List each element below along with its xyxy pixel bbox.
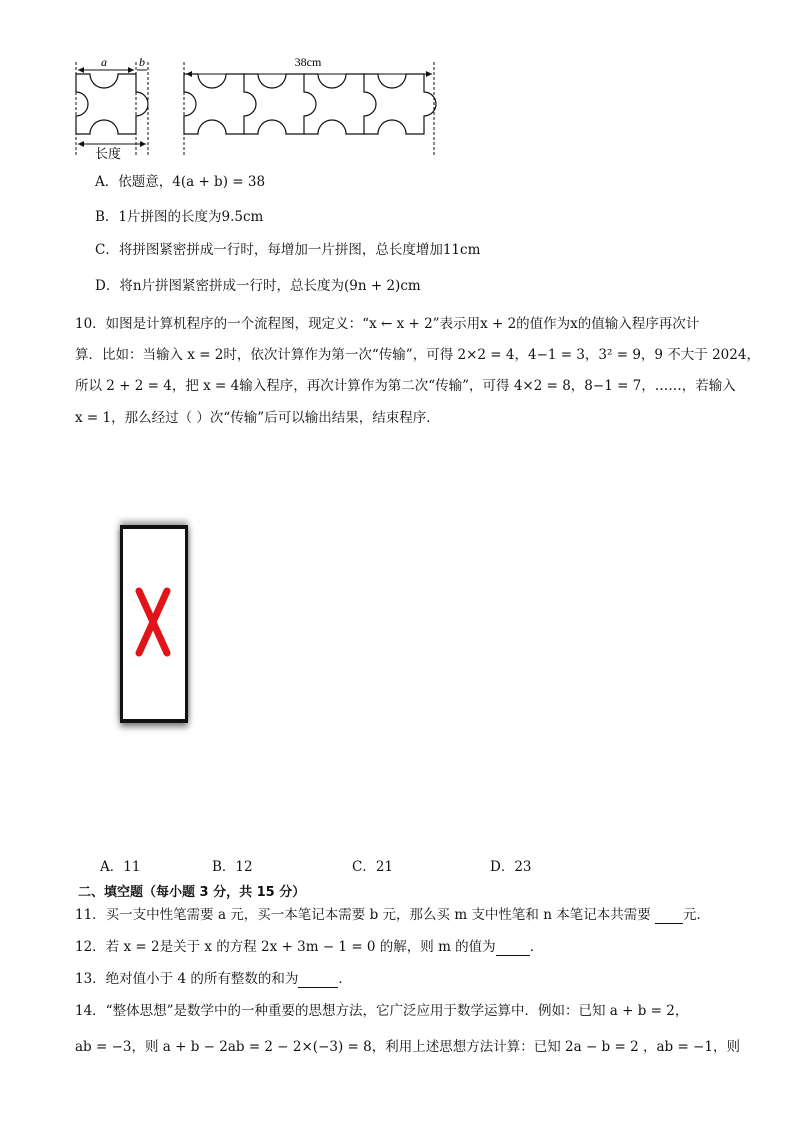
q11-text: 11．买一支中性笔需要 a 元，买一本笔记本需要 b 元，那么买 m 支中性笔和 n 本笔记本共需要 [75,907,651,923]
q13 [75,970,352,988]
q12 [75,938,543,956]
q10-line-1: 10．如图是计算机程序的一个流程图，现定义：“x ← x + 2”表示用x + 2的值作为x的值输入程序再次计 [75,316,700,332]
label-total: 38cm [294,55,322,69]
q9-option-b: B．1片拼图的长度为9.5cm [95,209,264,225]
label-a: a [101,55,107,69]
broken-image-x-icon [123,529,185,719]
q11 [75,906,710,924]
q12-text: 12．若 x = 2是关于 x 的方程 2x + 3m − 1 = 0 的解，则 m 的值为 [75,939,496,955]
q10-choice-d: D．23 [490,859,532,875]
q13-suffix: ． [338,971,352,987]
puzzle-piece-single [76,74,148,134]
q12-suffix: ． [529,939,544,955]
q9-option-d: D．将n片拼图紧密拼成一行时，总长度为(9n + 2)cm [95,278,421,294]
label-length: 长度 [94,146,122,161]
q12-blank[interactable] [496,941,530,956]
broken-image-placeholder [120,525,188,723]
puzzle-piece-row [184,74,436,134]
q11-blank[interactable] [655,909,683,924]
q10-line-2: 算．比如：当输入 x = 2时，依次计算作为第一次“传输”，可得 2×2 = 4，4−1 = 3，3² = 9，9 不大于 2024， [75,347,760,363]
q10-choice-b: B．12 [212,859,253,875]
q9-option-a: A．依题意，4(a + b) = 38 [95,174,266,190]
q10-choice-a: A．11 [100,859,141,875]
label-b: b [139,55,145,69]
puzzle-figure [60,52,460,164]
q10-line-3: 所以 2 + 2 = 4，把 x = 4输入程序，再次计算作为第二次“传输”，可得 4×2 = 8，8−1 = 7，……，若输入 [75,378,736,394]
q9-option-c: C．将拼图紧密拼成一行时，每增加一片拼图，总长度增加11cm [95,242,481,258]
q13-blank[interactable] [298,973,338,988]
q11-suffix: 元． [683,907,710,923]
q10-choice-c: C．21 [352,859,394,875]
q14-line-2: ab = −3，则 a + b − 2ab = 2 − 2×(−3) = 8，利用上述思想方法计算：已知 2a − b = 2 ，ab = −1，则 [75,1039,740,1055]
q14-line-1: 14．“整体思想”是数学中的一种重要的思想方法，它广泛应用于数学运算中．例如：已知 a + b = 2， [75,1003,689,1019]
q10-line-4: x = 1，那么经过（ ）次“传输”后可以输出结果，结束程序． [75,410,440,426]
section-title: 二、填空题（每小题 3 分，共 15 分） [78,885,306,900]
q13-text: 13．绝对值小于 4 的所有整数的和为 [75,971,299,987]
